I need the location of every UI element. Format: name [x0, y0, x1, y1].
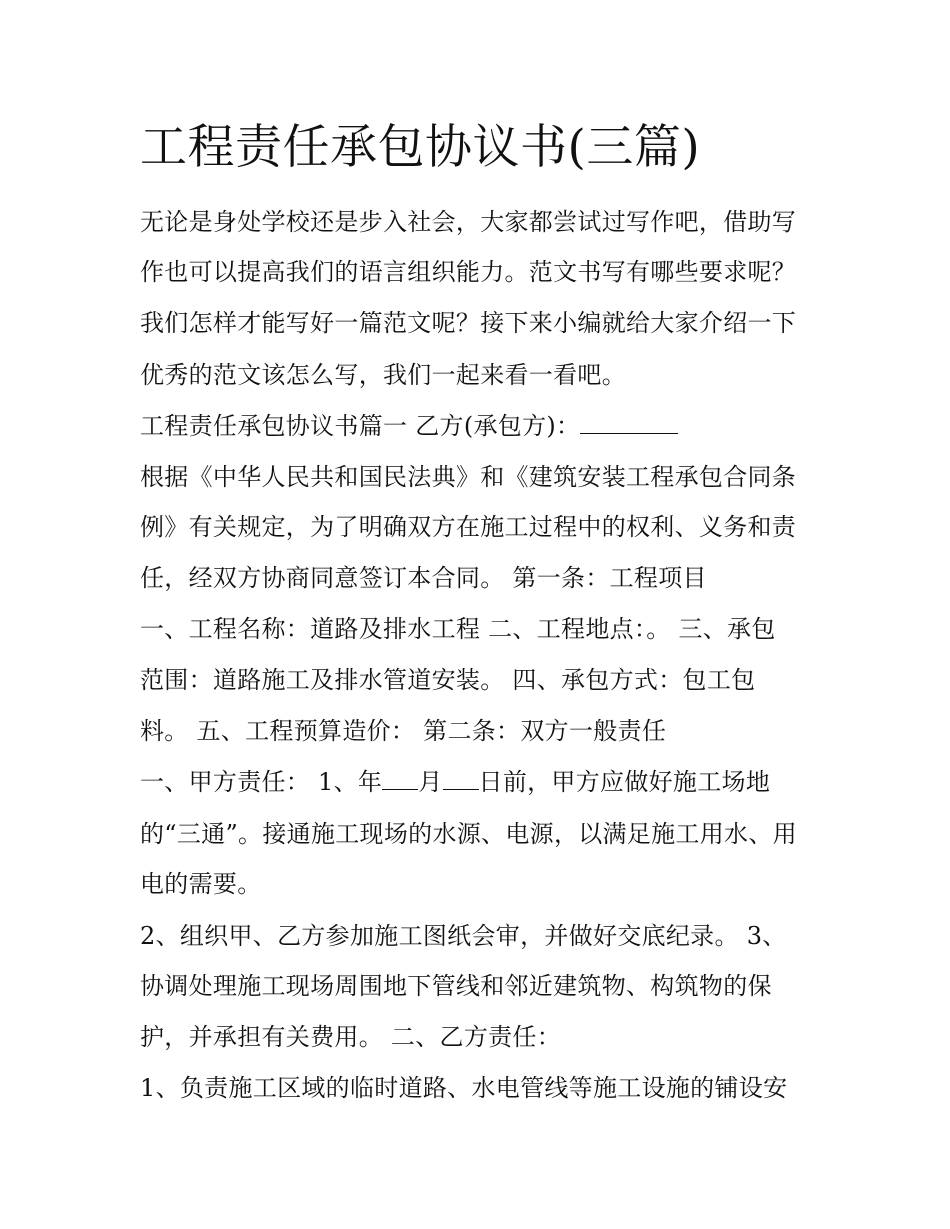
paragraph-line: 优秀的范文该怎么写，我们一起来看一看吧。 [140, 361, 626, 389]
line-segment: 月 [418, 768, 443, 796]
section-heading-line [140, 409, 678, 443]
paragraph-line-with-blanks [140, 765, 770, 799]
paragraph-line: 的“三通”。接通施工现场的水源、电源，以满足施工用水、用 [140, 820, 797, 848]
fill-in-blank [382, 767, 418, 790]
paragraph-line: 范围：道路施工及排水管道安装。 四、承包方式：包工包 [140, 666, 756, 694]
paragraph-line: 作也可以提高我们的语言组织能力。范文书写有哪些要求呢？ [140, 258, 797, 286]
fill-in-blank [580, 411, 678, 434]
line-segment: 日前，甲方应做好施工场地 [478, 768, 771, 796]
paragraph-line: 我们怎样才能写好一篇范文呢？接下来小编就给大家介绍一下 [140, 309, 797, 337]
paragraph-line: 无论是身处学校还是步入社会，大家都尝试过写作吧，借助写 [140, 208, 797, 236]
paragraph-line: 例》有关规定，为了明确双方在施工过程中的权利、义务和责 [140, 513, 797, 541]
document-title: 工程责任承包协议书(三篇) [140, 120, 701, 175]
paragraph-line: 1、负责施工区域的临时道路、水电管线等施工设施的铺设安 [140, 1074, 788, 1102]
paragraph-line: 料。 五、工程预算造价： 第二条：双方一般责任 [140, 717, 667, 745]
paragraph-line: 护，并承担有关费用。 二、乙方责任： [140, 1023, 562, 1051]
fill-in-blank [443, 767, 479, 790]
paragraph-line: 2、组织甲、乙方参加施工图纸会审，并做好交底纪录。 3、 [140, 922, 787, 950]
paragraph-line: 一、工程名称：道路及排水工程 二、工程地点：。 三、承包 [140, 615, 776, 643]
paragraph-line: 任，经双方协商同意签订本合同。 第一条：工程项目 [140, 564, 707, 592]
section-heading-text: 工程责任承包协议书篇一 乙方(承包方)： [140, 412, 581, 440]
paragraph-line: 电的需要。 [140, 870, 262, 898]
paragraph-line: 协调处理施工现场周围地下管线和邻近建筑物、构筑物的保 [140, 972, 772, 1000]
line-segment: 一、甲方责任： 1、年 [140, 768, 383, 796]
paragraph-line: 根据《中华人民共和国民法典》和《建筑安装工程承包合同条 [140, 463, 797, 491]
